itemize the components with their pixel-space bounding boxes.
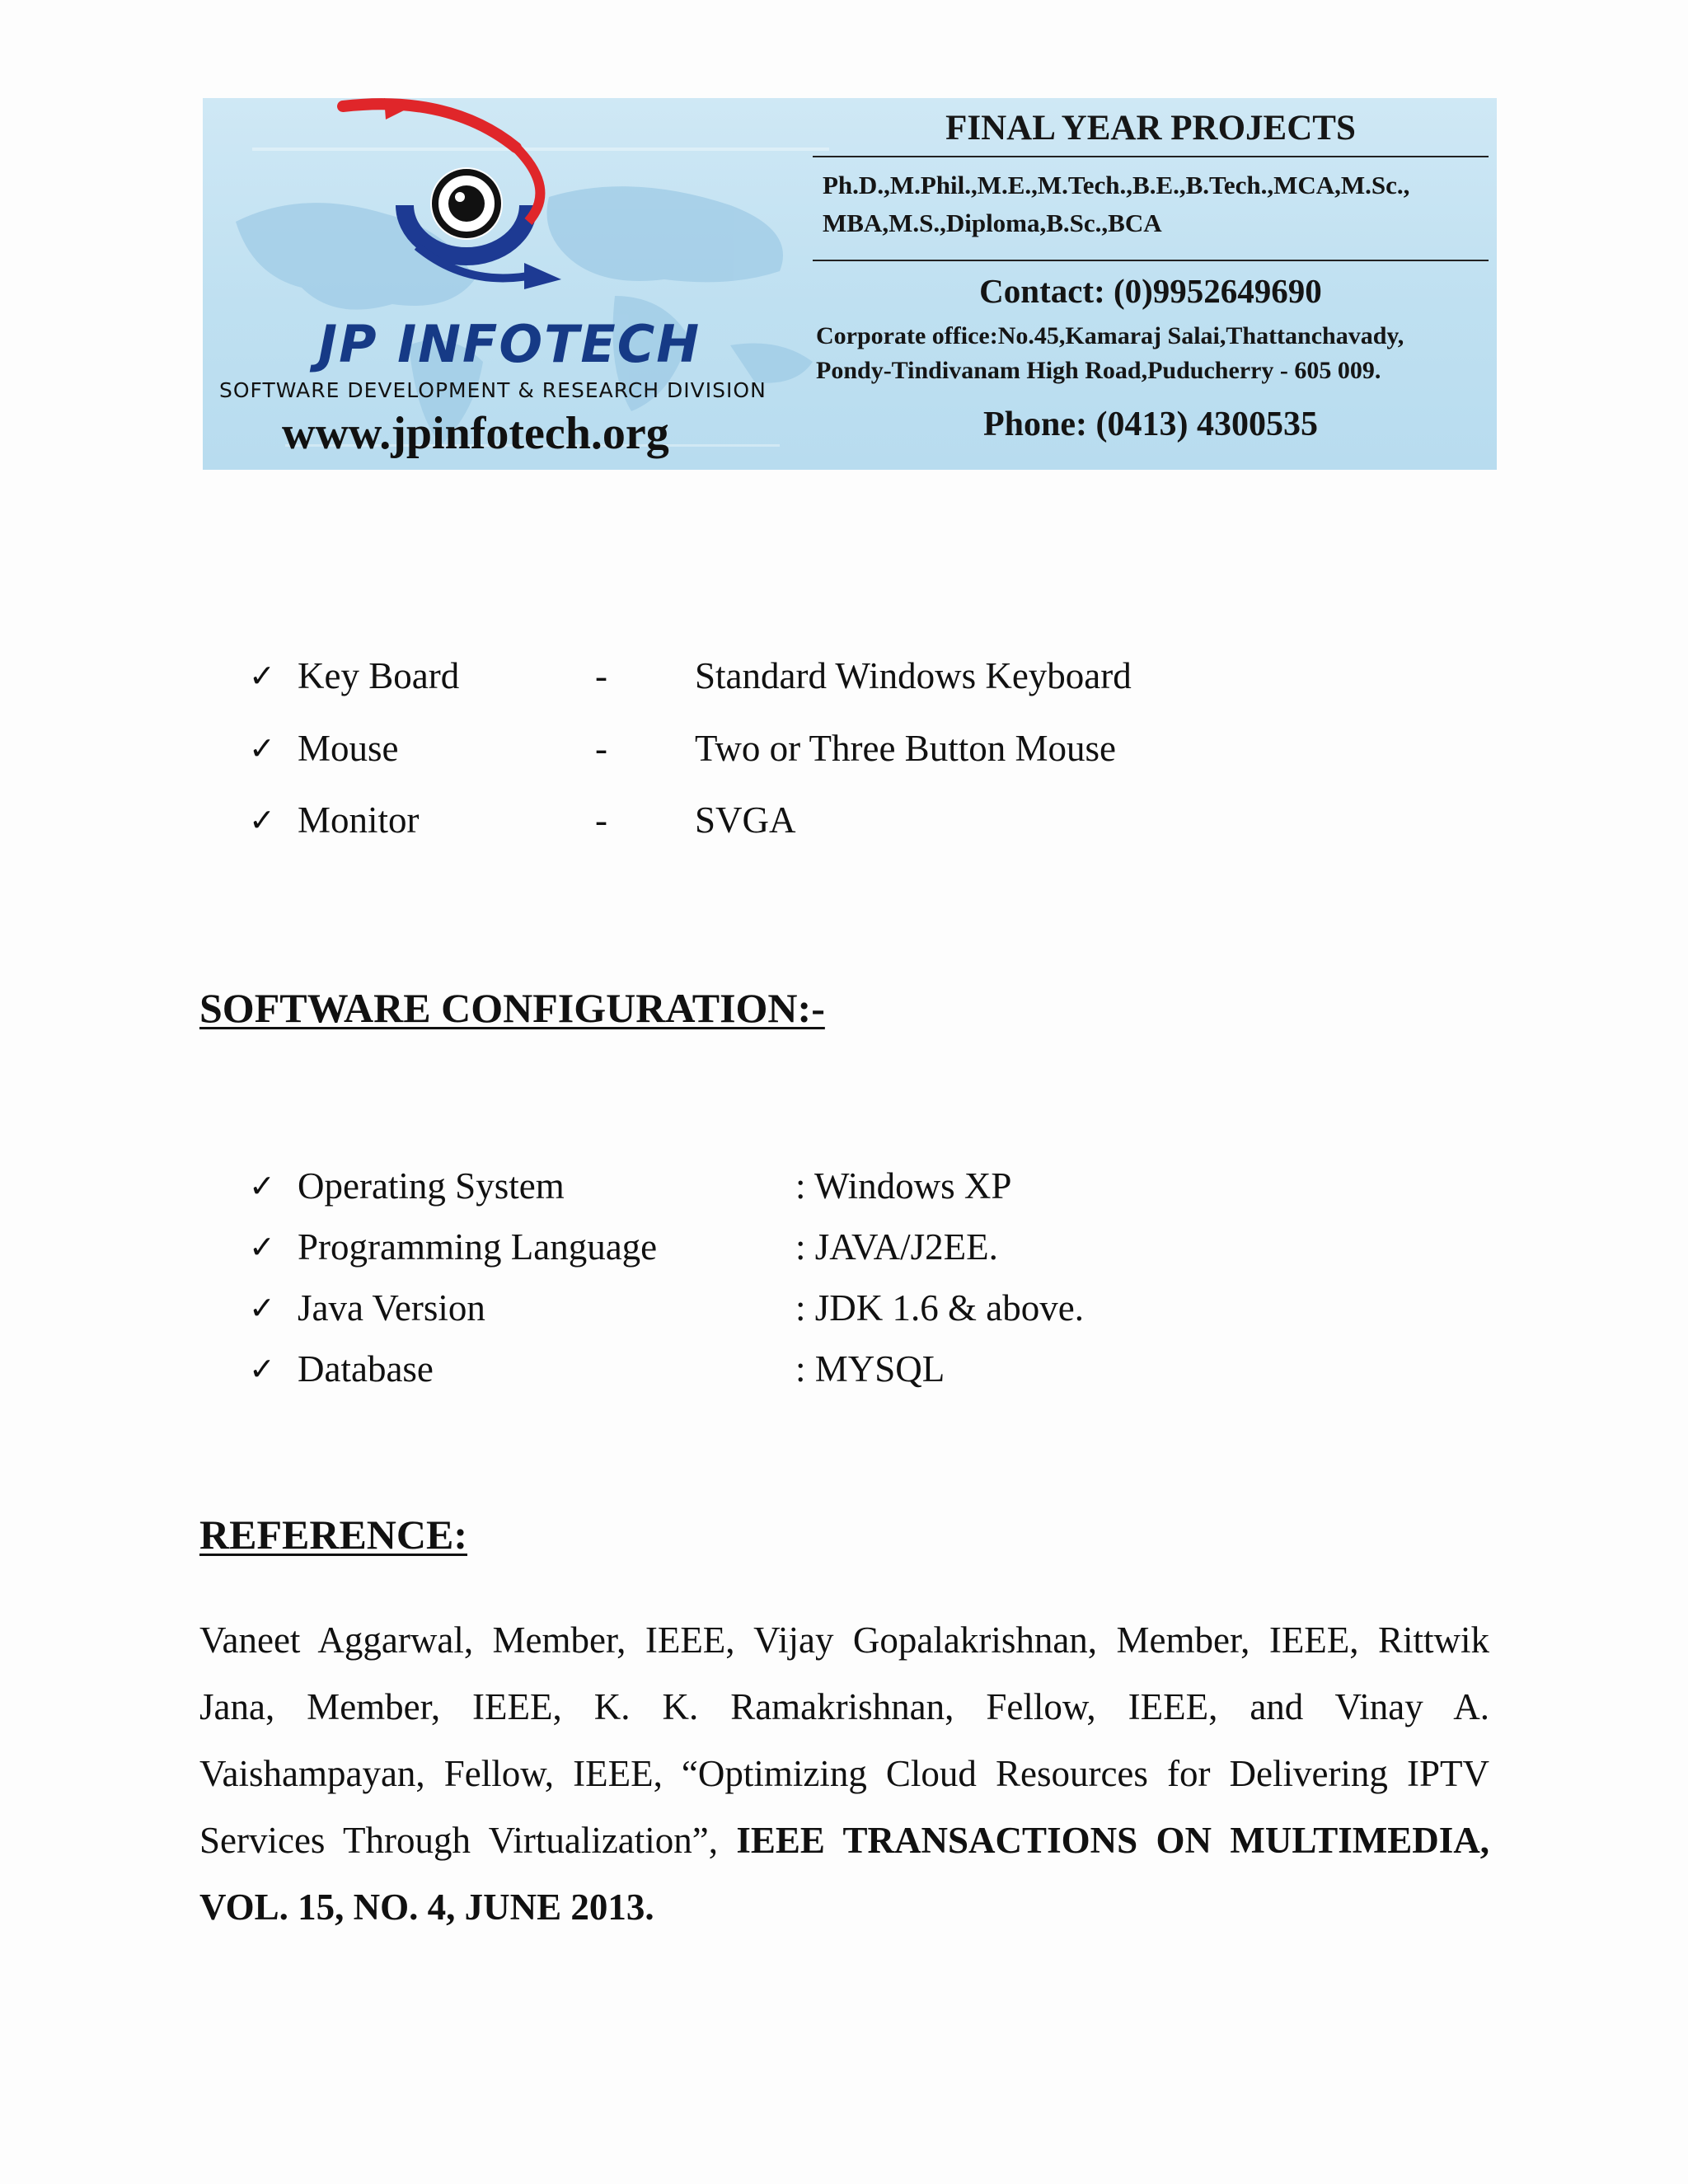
eye-logo-icon [326, 98, 607, 312]
banner-title: FINAL YEAR PROJECTS [945, 109, 1356, 148]
reference-journal: IEEE TRANSACTIONS ON MULTIMEDIA, VOL. 15, NO. 4, JUNE 2013. [199, 1820, 1489, 1928]
header-banner [203, 98, 1497, 470]
checkmark-icon: ✓ [249, 1351, 275, 1387]
separator-dash: - [595, 799, 607, 841]
office-address-line-2: Pondy-Tindivanam High Road,Puducherry - 605 009. [816, 357, 1381, 384]
software-item-name: Operating System [298, 1165, 565, 1207]
courses-line-2: MBA,M.S.,Diploma,B.Sc.,BCA [823, 209, 1162, 237]
banner-divider [813, 156, 1489, 157]
brand-website: www.jpinfotech.org [282, 408, 669, 459]
separator-dash: - [595, 655, 607, 696]
hardware-item-name: Monitor [298, 799, 420, 841]
checkmark-icon: ✓ [249, 1290, 275, 1326]
banner-info [813, 98, 1489, 470]
software-item-value: : JAVA/J2EE. [795, 1226, 998, 1268]
checkmark-icon: ✓ [249, 658, 275, 694]
brand-division: SOFTWARE DEVELOPMENT & RESEARCH DIVISION [219, 378, 767, 402]
hardware-item-name: Mouse [298, 728, 399, 769]
software-configuration-heading: SOFTWARE CONFIGURATION:- [199, 985, 825, 1031]
brand-name: JP INFOTECH [318, 314, 701, 374]
office-address-line-1: Corporate office:No.45,Kamaraj Salai,Thattanchavady, [816, 322, 1404, 349]
courses-line-1: Ph.D.,M.Phil.,M.E.,M.Tech.,B.E.,B.Tech.,MCA,M.Sc., [823, 171, 1410, 199]
software-item-name: Programming Language [298, 1226, 658, 1268]
phone-number: Phone: (0413) 4300535 [983, 405, 1318, 443]
hardware-item-name: Key Board [298, 655, 460, 696]
banner-divider [813, 260, 1489, 261]
checkmark-icon: ✓ [249, 1168, 275, 1204]
software-item-value: : JDK 1.6 & above. [795, 1287, 1084, 1329]
checkmark-icon: ✓ [249, 730, 275, 766]
checkmark-icon: ✓ [249, 802, 275, 838]
checkmark-icon: ✓ [249, 1229, 275, 1265]
hardware-item-value: Two or Three Button Mouse [695, 728, 1116, 769]
reference-paragraph [199, 1607, 1489, 1941]
reference-heading: REFERENCE: [199, 1511, 468, 1558]
hardware-item-value: Standard Windows Keyboard [695, 655, 1132, 696]
software-item-name: Database [298, 1348, 434, 1390]
reference-text: Vaneet Aggarwal, Member, IEEE, Vijay Gopalakrishnan, Member, IEEE, Rittwik Jana, Member, IEEE, K. K. Ramakrishnan, Fellow, IEEE, and Vinay A. Vaishampayan, Fellow, IEEE, “Optimizing Cloud Resources for Delivering IPTV Services Through Virtualization”, [199, 1619, 1489, 1861]
contact-number: Contact: (0)9952649690 [979, 272, 1322, 310]
hardware-item-value: SVGA [695, 799, 796, 841]
separator-dash: - [595, 728, 607, 769]
software-item-value: : Windows XP [795, 1165, 1012, 1207]
software-item-name: Java Version [298, 1287, 485, 1329]
software-item-value: : MYSQL [795, 1348, 945, 1390]
